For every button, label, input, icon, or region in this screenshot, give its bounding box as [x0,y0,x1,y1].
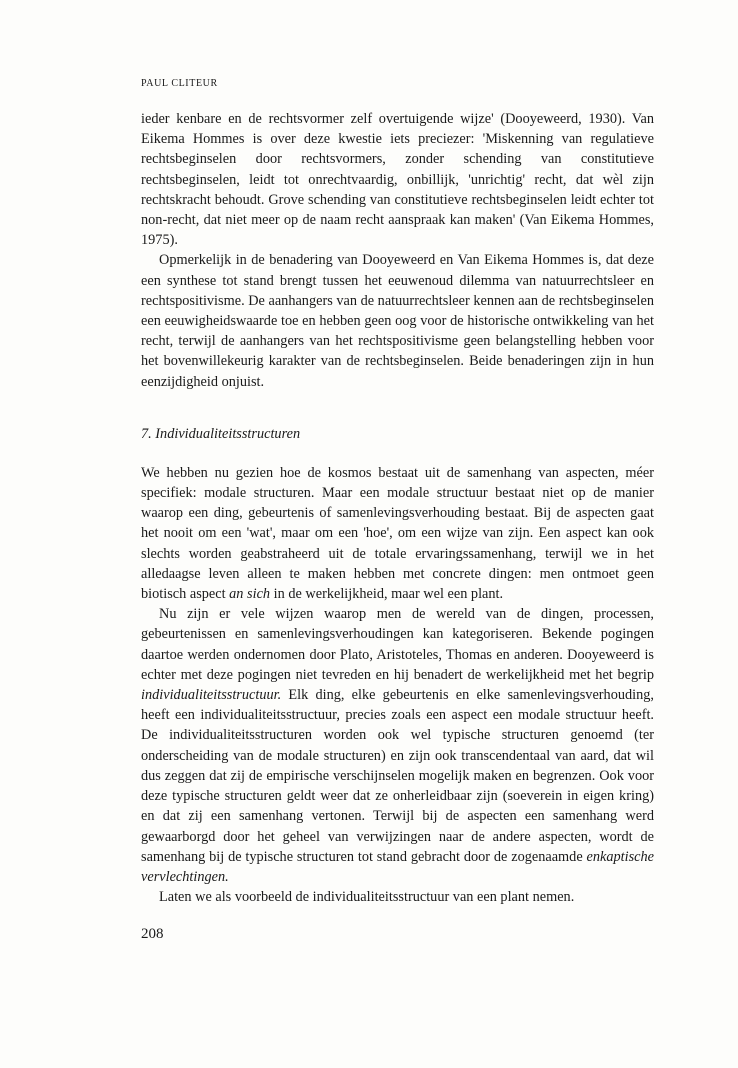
emphasis-an-sich: an sich [229,586,271,603]
paragraph-individualiteit-part1: Nu zijn er vele wijzen waarop men de wereld van de dingen, processen, gebeurtenissen en samenlevingsverhoudingen kan kategoriseren. Bekende pogingen daartoe werden ondernomen door Plato, Aristoteles, Thomas en anderen. Dooyeweerd is echter met deze pogingen niet tevreden en hij benadert de werkelijkheid met het begrip [141,606,654,683]
paragraph-individualiteit [141,604,654,887]
emphasis-enkaptische: enkaptische vervlechtingen. [141,848,654,885]
running-head: PAUL CLITEUR [141,78,218,89]
paragraph-continuation: ieder kenbare en de rechtsvormer zelf overtuigende wijze' (Dooyeweerd, 1930). Van Eikema Hommes is over deze kwestie iets preciezer: 'Miskenning van regulatieve rechtsbeginselen door rechtsvormers, zonder schending van constitutieve rechtsbeginselen, leidt tot onrechtvaardig, onbillijk, 'unrichtig' recht, dat wèl zijn rechtskracht behoudt. Grove schending van constitutieve rechtsbeginselen leidt echter tot non-recht, dat niet meer op de naam recht aanspraak kan maken' (Van Eikema Hommes, 1975). [141,111,654,249]
section-heading: 7. Individualiteitsstructuren [141,425,301,442]
paragraph-kosmos [141,463,654,604]
emphasis-individualiteitsstructuur: individualiteitsstructuur. [141,687,282,704]
paragraph-opmerkelijk: Opmerkelijk in de benadering van Dooyeweerd en Van Eikema Hommes is, dat deze een synthese tot stand brengt tussen het eeuwenoud dilemma van natuurrechtsleer en rechtspositivisme. De aanhangers van de natuurrechtsleer kennen aan de rechtsbeginselen een eeuwigheidswaarde toe en hebben geen oog voor de historische ontwikkeling van het recht, terwijl de aanhangers van het rechtspositivisme geen belangstelling hebben voor het bovenwillekeurig karakter van de rechtsbeginselen. Beide benaderingen zijn in hun eenzijdigheid onjuist. [141,252,654,390]
paragraph-kosmos-text: We hebben nu gezien hoe de kosmos bestaat uit de samenhang van aspecten, méer specifiek: modale structuren. Maar een modale structuur bestaat niet op de manier waarop een ding, gebeurtenis of samenlevingsverhouding bestaat. Bij de aspecten gaat het nooit om een 'wat', maar om een 'hoe', om een wijze van zijn. Een aspect kan ook slechts worden geabstraheerd uit de totale ervaringssamenhang, terwijl we in het alledaagse leven alleen te maken hebben met concrete dingen: men ontmoet geen biotisch aspect [141,464,654,603]
page-number: 208 [141,926,164,943]
paragraph-individualiteit-part2: Elk ding, elke gebeurtenis en elke samenlevingsverhouding, heeft een individualiteitsstructuur, precies zoals een aspect een modale structuur heeft. De individualiteitsstructuren worden ook wel typische structuren genoemd (ter onderscheiding van de modale structuren) en zijn ook transcendentaal van aard, dat wil dus zeggen dat zij de empirische verschijnselen mogelijk maken en begrenzen. Ook voor deze typische structuren geldt weer dat ze onherleidbaar zijn (soeverein in eigen kring) en dat zij een samenhang vertonen. Terwijl bij de aspecten een samenhang werd gewaarborgd door het geheel van verwijzingen naar de andere aspecten, wordt de samenhang bij de typische structuren tot stand gebracht door de zogenaamde [141,687,654,865]
paragraph-kosmos-end: in de werkelijkheid, maar wel een plant. [270,586,504,603]
book-page [141,78,654,943]
paragraph-plant-example: Laten we als voorbeeld de individualiteitsstructuur van een plant nemen. [159,889,575,906]
